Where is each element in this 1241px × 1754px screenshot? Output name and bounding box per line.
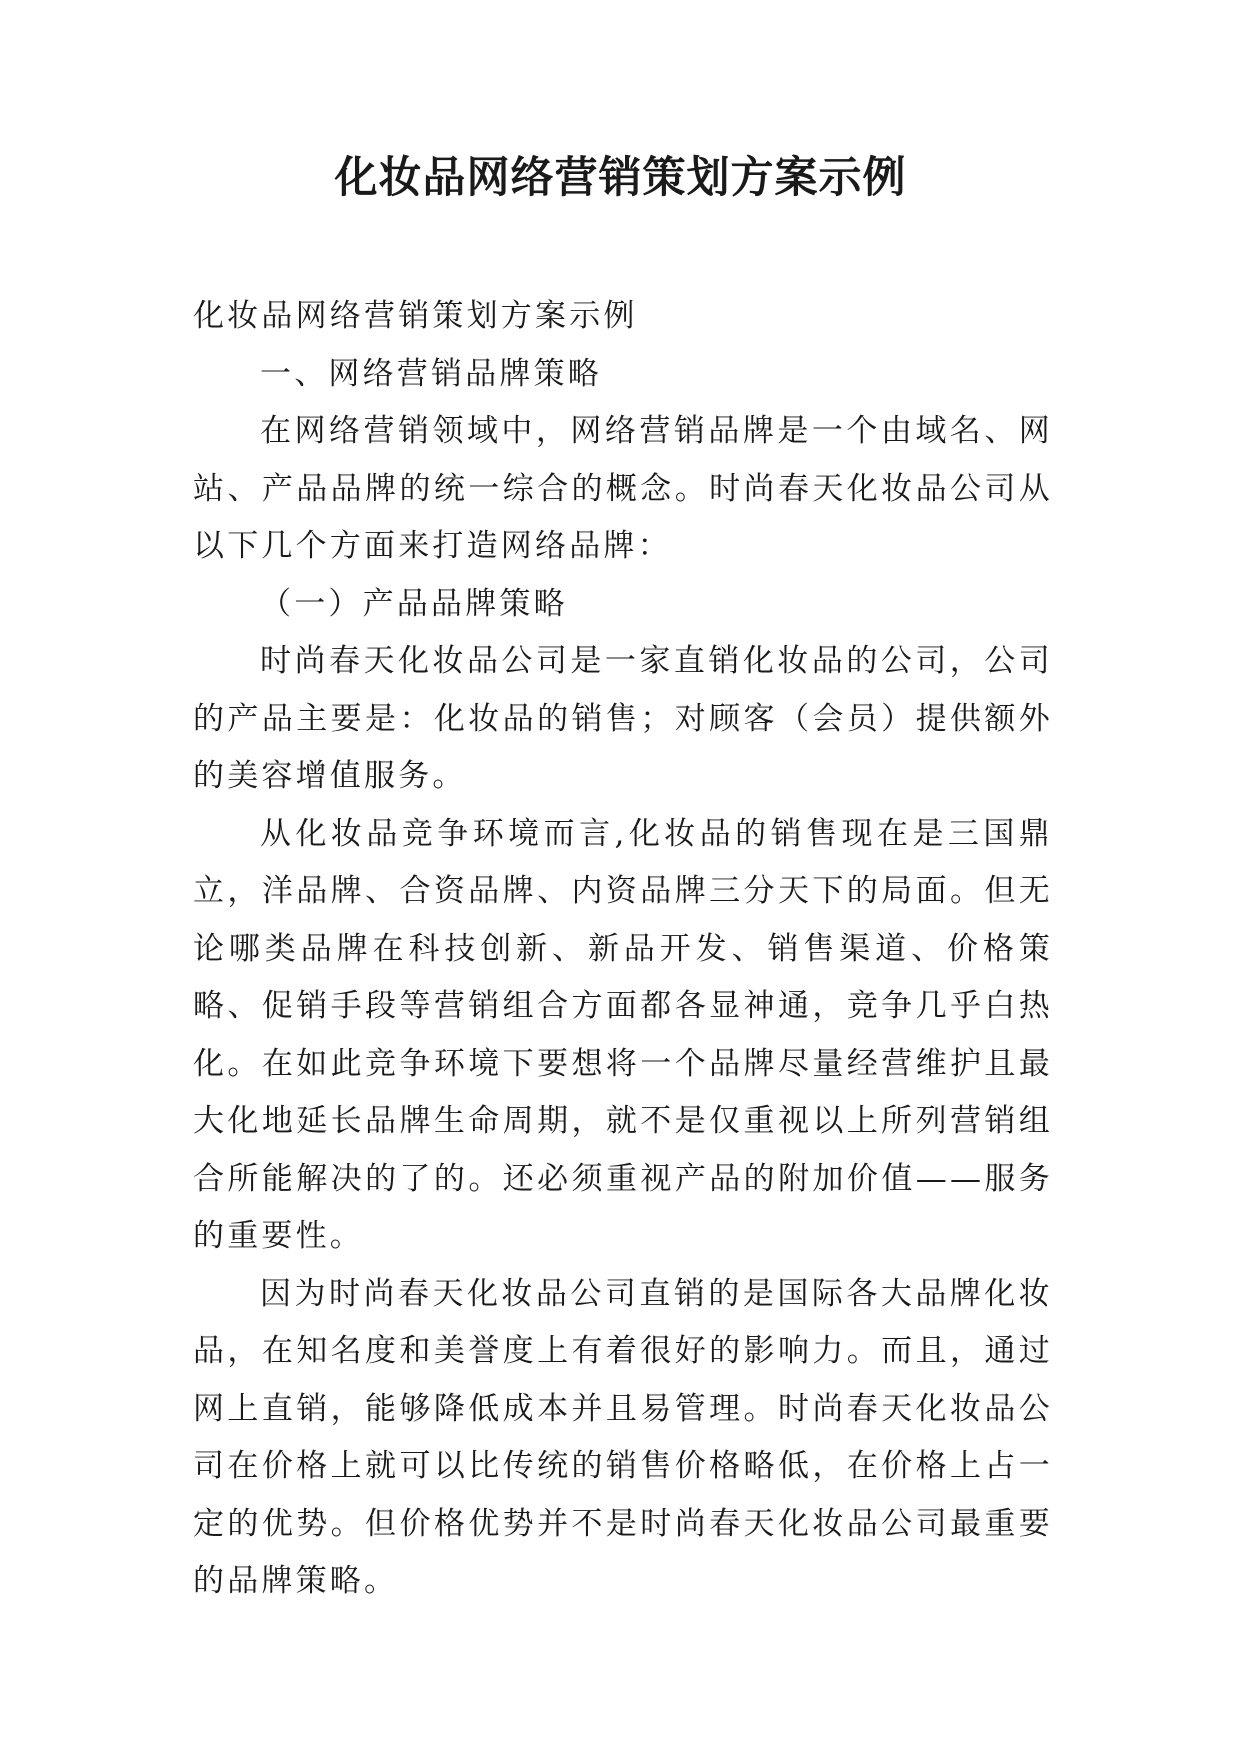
section-heading: 一、网络营销品牌策略 (260, 355, 602, 392)
document-subtitle: 化妆品网络营销策划方案示例 (193, 298, 638, 334)
paragraph: 在网络营销领域中，网络营销品牌是一个由域名、网站、产品品牌的统一综合的概念。时尚春天化妆品公司从以下几个方面来打造网络品牌： (193, 413, 1053, 564)
paragraph: 因为时尚春天化妆品公司直销的是国际各大品牌化妆品，在知名度和美誉度上有着很好的影响力。而且，通过网上直销，能够降低成本并且易管理。时尚春天化妆品公司在价格上就可以比传统的销售价格略低，在价格上占一定的优势。但价格优势并不是时尚春天化妆品公司最重要的品牌策略。 (193, 1275, 1053, 1599)
page-title: 化妆品网络营销策划方案示例 (334, 153, 907, 203)
paragraph: 从化妆品竞争环境而言,化妆品的销售现在是三国鼎立，洋品牌、合资品牌、内资品牌三分天下的局面。但无论哪类品牌在科技创新、新品开发、销售渠道、价格策略、促销手段等营销组合方面都各显神通，竞争几乎白热化。在如此竞争环境下要想将一个品牌尽量经营维护且最大化地延长品牌生命周期，就不是仅重视以上所列营销组合所能解决的了的。还必须重视产品的附加价值——服务的重要性。 (193, 815, 1053, 1254)
sub-heading: （一）产品品牌策略 (260, 585, 568, 622)
document-body (193, 288, 1053, 1611)
paragraph: 时尚春天化妆品公司是一家直销化妆品的公司，公司的产品主要是：化妆品的销售；对顾客（会员）提供额外的美容增值服务。 (193, 643, 1053, 794)
